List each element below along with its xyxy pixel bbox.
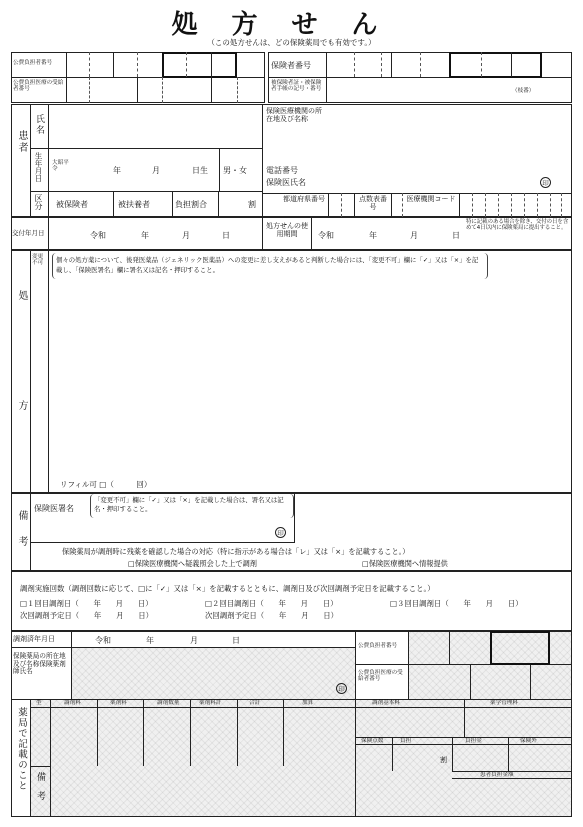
dispensed-day: 日 [232, 636, 240, 645]
validity-label: 処方せんの使用期間 [266, 222, 308, 239]
next-dispense-date-2[interactable]: 次回調剤予定日（ 年 月 日） [205, 611, 339, 620]
issue-date-label: 交付年月日 [12, 229, 45, 237]
sign-note: 「変更不可」欄に「✓」又は「×」を記載した場合は、署名又は記名・押印すること。 [94, 496, 284, 514]
residual-medicine-note: 保険薬局が調剤時に残薬を確認した場合の対応（特に指示がある場合は「レ」又は「×」を記載すること。） [62, 547, 410, 556]
first-dispense-date[interactable]: □１回目調剤日（ 年 月 日） [20, 599, 153, 608]
dispensed-era: 令和 [95, 636, 111, 645]
insured-card-label: 被保険者証・被保険者手帳の記号・番号 [271, 80, 322, 93]
issue-day: 日 [222, 231, 230, 240]
pharmacy-recipient-number-label: 公費負担医療の受給者番号 [358, 670, 403, 683]
institution-code-label: 医療機関コード [406, 195, 456, 203]
col-addition: 加算 [302, 700, 314, 706]
residual-option-inquiry[interactable]: □保険医療機関へ疑義照会した上で調剤 [128, 559, 257, 568]
patient-name-label: 氏名 [34, 114, 44, 136]
col-dispensing-fee: 調剤料 [64, 700, 81, 706]
patient-burden-label: 患者負担金額 [480, 772, 514, 778]
dob-year: 年 [113, 166, 121, 175]
validity-month: 月 [410, 231, 418, 240]
dob-label: 生年月日 [34, 152, 43, 182]
dob-month: 月 [152, 166, 160, 175]
pharmacy-address-field [71, 647, 355, 699]
pharmacy-address-label: 保険薬局の所在地及び名称保険薬剤師氏名 [13, 652, 66, 676]
residual-option-info[interactable]: □保険医療機関へ情報提供 [362, 559, 448, 568]
pharmacist-seal-icon: 印 [336, 683, 347, 694]
category-label: 区分 [34, 194, 43, 210]
sex-selector[interactable]: 男・女 [223, 166, 247, 175]
second-dispense-date[interactable]: □２回目調剤日（ 年 月 日） [205, 599, 338, 608]
phone-label: 電話番号 [266, 166, 298, 175]
generic-notice: 個々の処方薬について、後発医薬品（ジェネリック医薬品）への変更に差し支えがあると判断した場合には、「変更不可」欄に「✓」又は「×」を記載し、「保険医署名」欄に署名又は記名・押印すること。 [56, 256, 479, 274]
issue-year: 年 [141, 231, 149, 240]
issue-month: 月 [182, 231, 190, 240]
pharmacy-record-field [30, 699, 571, 816]
validity-day: 日 [452, 231, 460, 240]
pharmacy-payer-check-box[interactable] [490, 631, 550, 665]
insured-option[interactable]: 被保険者 [56, 200, 88, 209]
pharmacy-remarks-label: 備考 [35, 772, 45, 810]
validity-note: 特に記載のある場合を除き、交付の日を含めて4日以内に保険薬局に提出すること。 [466, 219, 569, 231]
score-table-number-label: 点数表番号 [359, 195, 387, 212]
col-type: 型 [36, 700, 42, 706]
pharmacy-ratio-unit: 割 [440, 756, 447, 764]
burden-ratio-unit: 割 [248, 200, 256, 209]
payer-number-label: 公費負担者番号 [13, 60, 53, 66]
prescription-block [11, 250, 572, 493]
insurer-number-check-box[interactable] [449, 52, 542, 78]
validity-year: 年 [369, 231, 377, 240]
refill-option[interactable]: リフィル可 □（ 回） [60, 480, 152, 489]
burden-ratio-label: 負担割合 [175, 200, 207, 209]
dispensed-month: 月 [190, 636, 198, 645]
doctor-signature-label: 保険医署名 [34, 504, 74, 513]
dispensed-year: 年 [146, 636, 154, 645]
third-dispense-date[interactable]: □３回目調剤日（ 年 月 日） [390, 599, 523, 608]
era-options: 大昭平令 [52, 160, 69, 173]
col-burden: 負担 [400, 738, 412, 744]
doctor-seal-icon: 印 [540, 177, 551, 188]
col-insurance-points: 保険点数 [361, 738, 384, 744]
branch-number-label: （枝番） [512, 88, 535, 94]
pharmacy-payer-number-label: 公費負担者番号 [358, 643, 398, 649]
signature-seal-icon: 印 [275, 527, 286, 538]
prefecture-number-label: 都道府県番号 [283, 195, 325, 203]
insurer-number-label: 保険者番号 [271, 61, 311, 70]
validity-era: 令和 [318, 231, 334, 240]
next-dispense-date-1[interactable]: 次回調剤予定日（ 年 月 日） [20, 611, 154, 620]
remarks-section-label: 備考 [16, 510, 27, 562]
recipient-number-label: 公費負担医療の受給者番号 [13, 80, 64, 93]
col-non-insurance: 保険外 [520, 738, 537, 744]
payer-number-check-box[interactable] [162, 52, 237, 78]
dob-day-suffix: 日生 [192, 166, 208, 175]
col-basic-fee: 調剤基本料 [372, 700, 400, 706]
dependent-option[interactable]: 被扶養者 [118, 200, 150, 209]
patient-section-label: 患者 [16, 130, 27, 154]
col-quantity: 調剤数量 [157, 700, 180, 706]
institution-address-label: 保険医療機関の所在地及び名称 [266, 107, 322, 124]
prescription-section-label: 処方 [16, 290, 27, 510]
change-not-allowed-label: 変更不可 [32, 254, 44, 267]
dispense-count-note: 調剤実施回数（調剤回数に応じて、□に「✓」又は「×」を記載するとともに、調剤日及び次回調剤予定日を記載すること。） [20, 584, 435, 593]
col-management-fee: 薬学管理料 [490, 700, 518, 706]
dispensed-date-label: 調剤済年月日 [13, 635, 55, 643]
doctor-name-label: 保険医氏名 [266, 178, 306, 187]
col-drug-total: 薬剤料計 [199, 700, 222, 706]
col-drug-fee: 薬剤料 [110, 700, 127, 706]
col-total: 合計 [249, 700, 261, 706]
page-subtitle: （この処方せんは、どの保険薬局でも有効です。） [207, 38, 376, 47]
pharmacy-section-label: 薬局で記載のこと [16, 707, 27, 791]
issue-era: 令和 [90, 231, 106, 240]
page-title: 処方せん [171, 10, 412, 40]
col-burden-amount: 負担金 [465, 738, 482, 744]
